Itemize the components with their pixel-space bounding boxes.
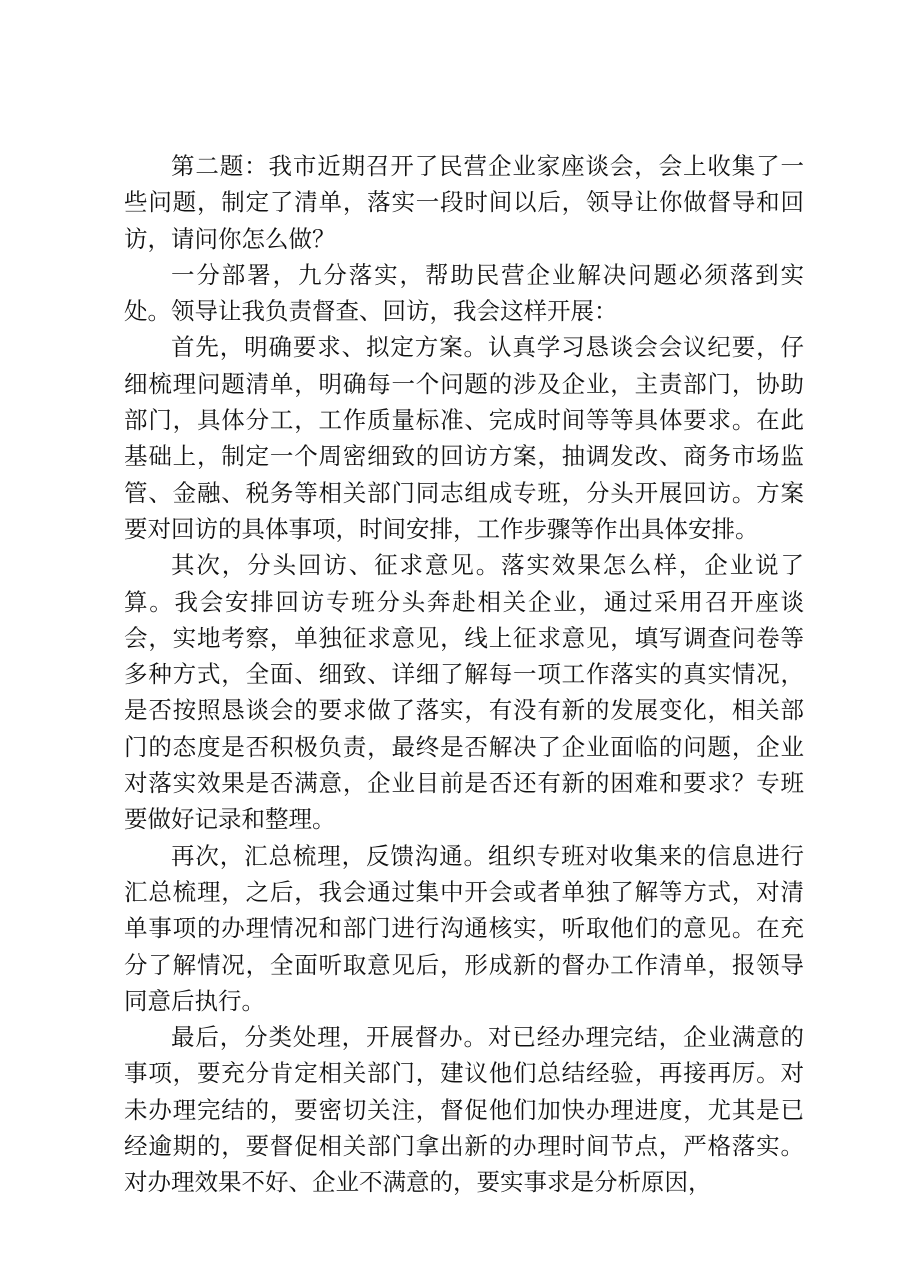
intro-paragraph: 一分部署，九分落实，帮助民营企业解决问题必须落到实处。领导让我负责督查、回访，我会这样开展：: [124, 260, 804, 326]
step-second-paragraph: 其次，分头回访、征求意见。落实效果怎么样，企业说了算。我会安排回访专班分头奔赴相关企业，通过采用召开座谈会，实地考察，单独征求意见，线上征求意见，填写调查问卷等多种方式，全面、细致、详细了解每一项工作落实的真实情况，是否按照恳谈会的要求做了落实，有没有新的发展变化，相关部门的态度是否积极负责，最终是否解决了企业面临的问题，企业对落实效果是否满意，企业目前是否还有新的困难和要求？专班要做好记录和整理。: [124, 551, 804, 834]
step-third-paragraph: 再次，汇总梳理，反馈沟通。组织专班对收集来的信息进行汇总梳理，之后，我会通过集中开会或者单独了解等方式，对清单事项的办理情况和部门进行沟通核实，听取他们的意见。在充分了解情况，全面听取意见后，形成新的督办工作清单，报领导同意后执行。: [124, 841, 804, 1015]
step-last-paragraph: 最后，分类处理，开展督办。对已经办理完结，企业满意的事项，要充分肯定相关部门，建议他们总结经验，再接再厉。对未办理完结的，要密切关注，督促他们加快办理进度，尤其是已经逾期的，要督促相关部门拿出新的办理时间节点，严格落实。对办理效果不好、企业不满意的，要实事求是分析原因，: [124, 1023, 804, 1197]
step-first-paragraph: 首先，明确要求、拟定方案。认真学习恳谈会会议纪要，仔细梳理问题清单，明确每一个问题的涉及企业，主责部门，协助部门，具体分工，工作质量标准、完成时间等等具体要求。在此基础上，制定一个周密细致的回访方案，抽调发改、商务市场监管、金融、税务等相关部门同志组成专班，分头开展回访。方案要对回访的具体事项，时间安排，工作步骤等作出具体安排。: [124, 333, 804, 543]
document-body: [124, 148, 804, 1201]
question-paragraph: 第二题：我市近期召开了民营企业家座谈会，会上收集了一些问题，制定了清单，落实一段时间以后，领导让你做督导和回访，请问你怎么做？: [124, 152, 804, 253]
